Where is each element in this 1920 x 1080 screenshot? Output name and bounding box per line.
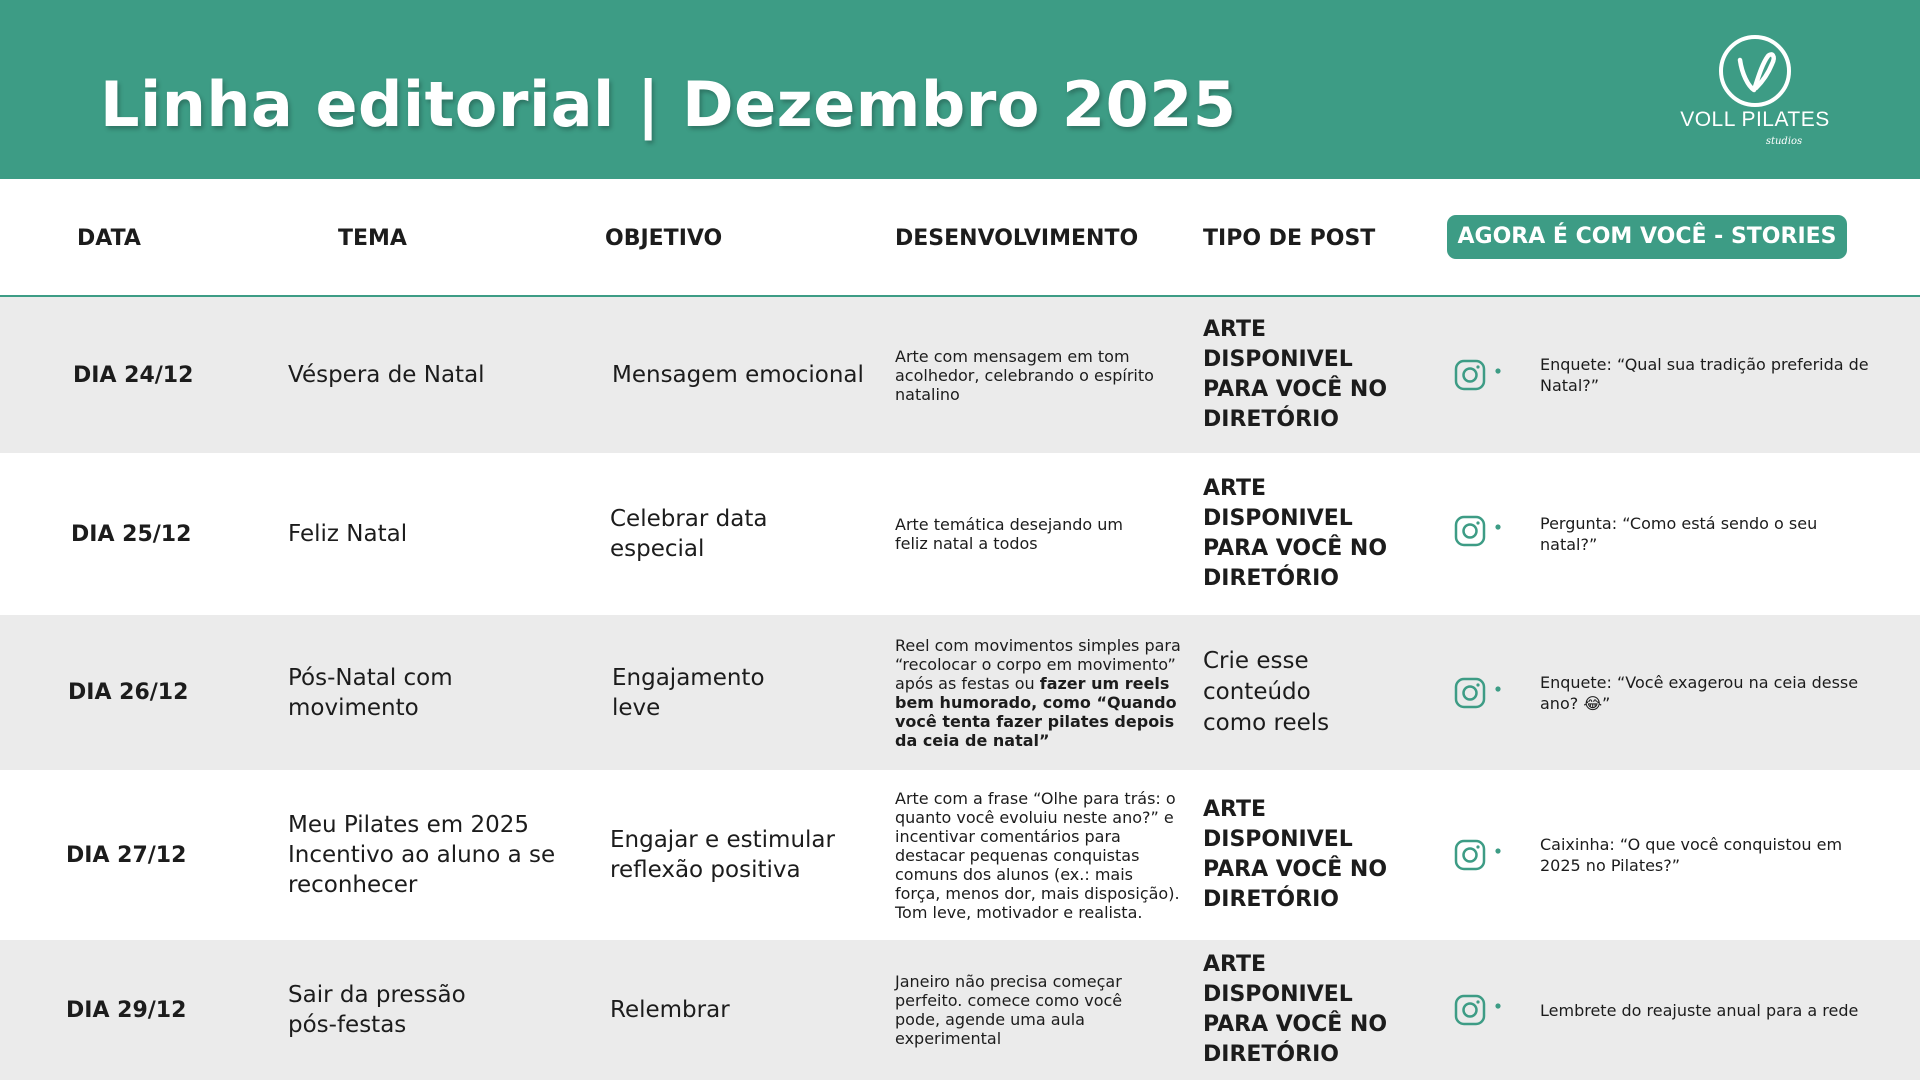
row-stories: Caixinha: “O que você conquistou em 2025 no Pilates?” <box>1540 835 1843 875</box>
row-date: DIA 29/12 <box>66 997 187 1023</box>
row-tema: Meu Pilates em 2025 Incentivo ao aluno a se reconhecer <box>288 812 556 898</box>
table-row <box>0 453 1920 615</box>
row-objetivo: Mensagem emocional <box>612 362 864 388</box>
logo-subtitle: studios <box>1765 136 1803 147</box>
row-desenvolvimento: Janeiro não precisa começar perfeito. comece como você pode, agende uma aula experimental <box>895 972 1123 1048</box>
row-desenvolvimento: Arte com a frase “Olhe para trás: o quanto você evoluiu neste ano?” e incentivar comentários para destacar pequenas conquistas comuns dos alunos (ex.: mais força, menos dor, mais disposição). Tom leve, motivador e realista. <box>895 788 1180 922</box>
table-row <box>0 297 1920 453</box>
row-stories: Lembrete do reajuste anual para a rede <box>1540 1000 1859 1020</box>
row-tema: Véspera de Natal <box>288 362 485 388</box>
instagram-icon <box>1454 677 1502 709</box>
row-date: DIA 25/12 <box>71 521 192 547</box>
instagram-icon <box>1454 839 1502 871</box>
table-row <box>0 770 1920 940</box>
row-desenvolvimento: Arte com mensagem em tom acolhedor, celebrando o espírito natalino <box>895 346 1154 404</box>
row-tema: Feliz Natal <box>288 521 408 547</box>
instagram-icon <box>1454 994 1502 1026</box>
row-desenvolvimento: Arte temática desejando um feliz natal a todos <box>895 515 1123 553</box>
column-header-data: DATA <box>77 226 141 251</box>
row-tipo: ARTE DISPONIVEL PARA VOCÊ NO DIRETÓRIO <box>1203 476 1388 591</box>
column-header-objetivo: OBJETIVO <box>605 226 723 251</box>
row-stories: Enquete: “Você exagerou na ceia desse ano? 😂” <box>1540 672 1859 713</box>
row-tipo: ARTE DISPONIVEL PARA VOCÊ NO DIRETÓRIO <box>1203 317 1388 432</box>
row-tipo: Crie esse conteúdo como reels <box>1203 648 1330 736</box>
column-header-desenvolvimento: DESENVOLVIMENTO <box>895 226 1139 251</box>
table-row <box>0 615 1920 770</box>
row-objetivo: Relembrar <box>610 997 730 1023</box>
logo-v-icon <box>1718 34 1792 108</box>
brand-logo <box>1670 30 1840 156</box>
row-date: DIA 24/12 <box>73 362 194 388</box>
row-desenvolvimento: Reel com movimentos simples para “recolocar o corpo em movimento” após as festas ou fazer um reels bem humorado, como “Quando você tenta fazer pilates depois da ceia de natal” <box>895 635 1181 750</box>
header-banner <box>0 0 1920 179</box>
row-tipo: ARTE DISPONIVEL PARA VOCÊ NO DIRETÓRIO <box>1203 952 1388 1067</box>
table-row <box>0 940 1920 1080</box>
row-stories: Pergunta: “Como está sendo o seu natal?” <box>1540 514 1818 554</box>
page-title: Linha editorial | Dezembro 2025 <box>100 68 1237 141</box>
row-tipo: ARTE DISPONIVEL PARA VOCÊ NO DIRETÓRIO <box>1203 797 1388 912</box>
column-header-tipo: TIPO DE POST <box>1203 226 1376 251</box>
column-header-tema: TEMA <box>338 226 407 251</box>
row-date: DIA 27/12 <box>66 842 187 868</box>
row-tema: Sair da pressão pós-festas <box>288 982 466 1038</box>
instagram-icon <box>1454 515 1502 547</box>
instagram-icon <box>1454 359 1502 391</box>
logo-name: VOLL PILATES <box>1680 108 1830 131</box>
row-tema: Pós-Natal com movimento <box>288 664 453 721</box>
row-stories: Enquete: “Qual sua tradição preferida de Natal?” <box>1540 355 1869 395</box>
row-objetivo: Engajar e estimular reflexão positiva <box>610 827 835 883</box>
row-date: DIA 26/12 <box>68 680 189 705</box>
column-header-stories: AGORA É COM VOCÊ - STORIES <box>1447 215 1847 259</box>
row-objetivo: Celebrar data especial <box>610 506 768 562</box>
row-objetivo: Engajamento leve <box>612 664 765 721</box>
